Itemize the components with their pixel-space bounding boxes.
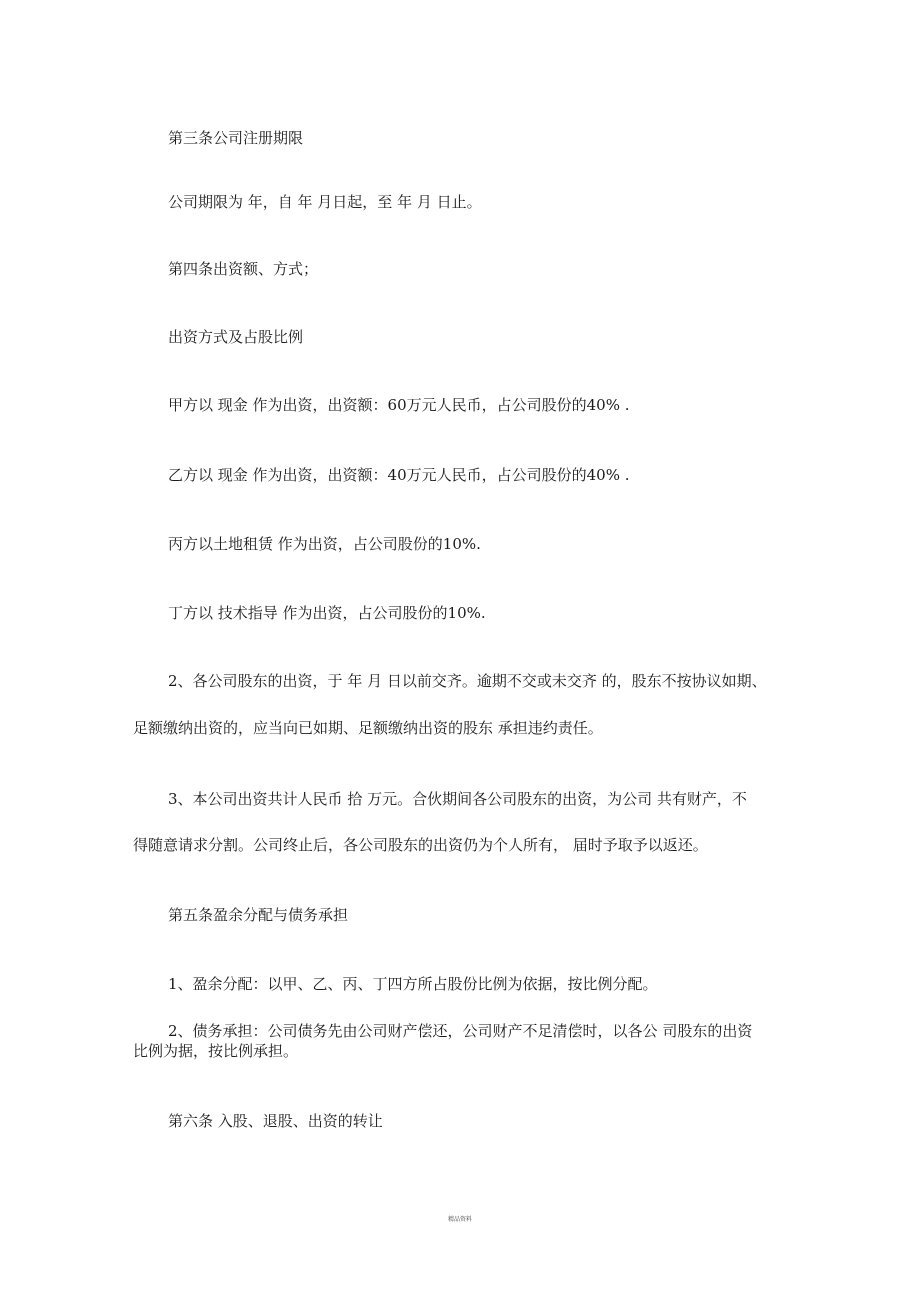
- profit-distribution-clause: 1、盈余分配：以甲、乙、丙、丁四方所占股份比例为依据，按比例分配。: [168, 975, 658, 993]
- party-c-contribution: 丙方以土地租赁 作为出资，占公司股份的10%.: [168, 535, 481, 553]
- party-d-contribution: 丁方以 技术指导 作为出资，占公司股份的10%.: [168, 604, 486, 622]
- article-5-heading: 第五条盈余分配与债务承担: [168, 906, 349, 924]
- party-a-contribution: 甲方以 现金 作为出资，出资额：60万元人民币，占公司股份的40% .: [168, 396, 630, 414]
- page-footer: 精品资料: [447, 1216, 472, 1223]
- article-3-heading: 第三条公司注册期限: [168, 129, 304, 147]
- clause-3-line-2: 得随意请求分割。公司终止后，各公司股东的出资仍为个人所有， 届时予取予以返还。: [133, 836, 708, 854]
- company-term-text: 公司期限为 年，自 年 月日起，至 年 月 日止。: [168, 193, 482, 211]
- clause-2-line-1: 2、各公司股东的出资，于 年 月 日以前交齐。逾期不交或未交齐 的，股东不按协议如期、: [168, 672, 767, 690]
- clause-3-line-1: 3、本公司出资共计人民币 拾 万元。合伙期间各公司股东的出资，为公司 共有财产，不: [168, 790, 747, 808]
- clause-2-line-2: 足额缴纳出资的，应当向已如期、足额缴纳出资的股东 承担违约责任。: [133, 719, 603, 737]
- contribution-method-title: 出资方式及占股比例: [168, 328, 304, 346]
- debt-clause-line-2: 比例为据，按比例承担。: [133, 1042, 299, 1060]
- article-4-heading: 第四条出资额、方式；: [168, 260, 319, 278]
- debt-clause-line-1: 2、债务承担：公司债务先由公司财产偿还，公司财产不足清偿时，以各公 司股东的出资: [168, 1022, 753, 1040]
- party-b-contribution: 乙方以 现金 作为出资，出资额：40万元人民币，占公司股份的40% .: [168, 466, 630, 484]
- article-6-heading: 第六条 入股、退股、出资的转让: [168, 1112, 383, 1130]
